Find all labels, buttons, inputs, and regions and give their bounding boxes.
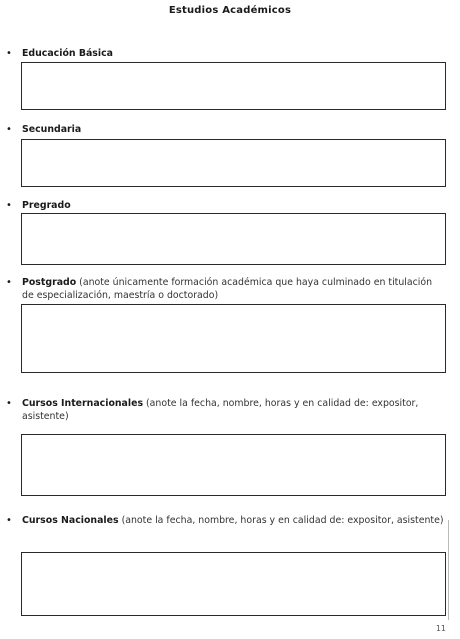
cursos-internacionales-field[interactable] [21, 434, 446, 496]
bullet-icon: • [6, 48, 12, 59]
bullet-icon: • [6, 200, 12, 211]
page-edge-mark [448, 520, 457, 620]
page-title: Estudios Académicos [168, 5, 292, 16]
section-postgrado-heading [6, 276, 446, 302]
section-cursos-nacionales-heading [6, 514, 446, 527]
section-label: Secundaria [22, 124, 82, 135]
section-note: (anote la fecha, nombre, horas y en calidad de: expositor, asistente) [118, 515, 444, 526]
section-label: Cursos Internacionales [22, 398, 144, 409]
educacion-basica-field[interactable] [21, 62, 446, 110]
bullet-icon: • [6, 277, 12, 288]
section-note: (anote la fecha, nombre, horas y en calidad de: expositor, asistente) [22, 398, 419, 422]
bullet-icon: • [6, 515, 12, 526]
section-cursos-internacionales-heading [6, 397, 446, 423]
section-label: Pregrado [22, 200, 71, 211]
section-label: Cursos Nacionales [22, 515, 119, 526]
postgrado-field[interactable] [21, 304, 446, 373]
secundaria-field[interactable] [21, 139, 446, 187]
section-educacion-basica-heading [6, 47, 446, 60]
section-label: Educación Básica [22, 48, 113, 59]
bullet-icon: • [6, 398, 12, 409]
page-number: 11 [435, 624, 446, 633]
section-label: Postgrado [22, 277, 77, 288]
section-note: (anote únicamente formación académica que haya culminado en titulación de especialización, maestría o doctorado) [22, 277, 433, 301]
section-secundaria-heading [6, 123, 446, 136]
pregrado-field[interactable] [21, 213, 446, 265]
cursos-nacionales-field[interactable] [21, 552, 446, 616]
section-pregrado-heading [6, 199, 446, 212]
bullet-icon: • [6, 124, 12, 135]
